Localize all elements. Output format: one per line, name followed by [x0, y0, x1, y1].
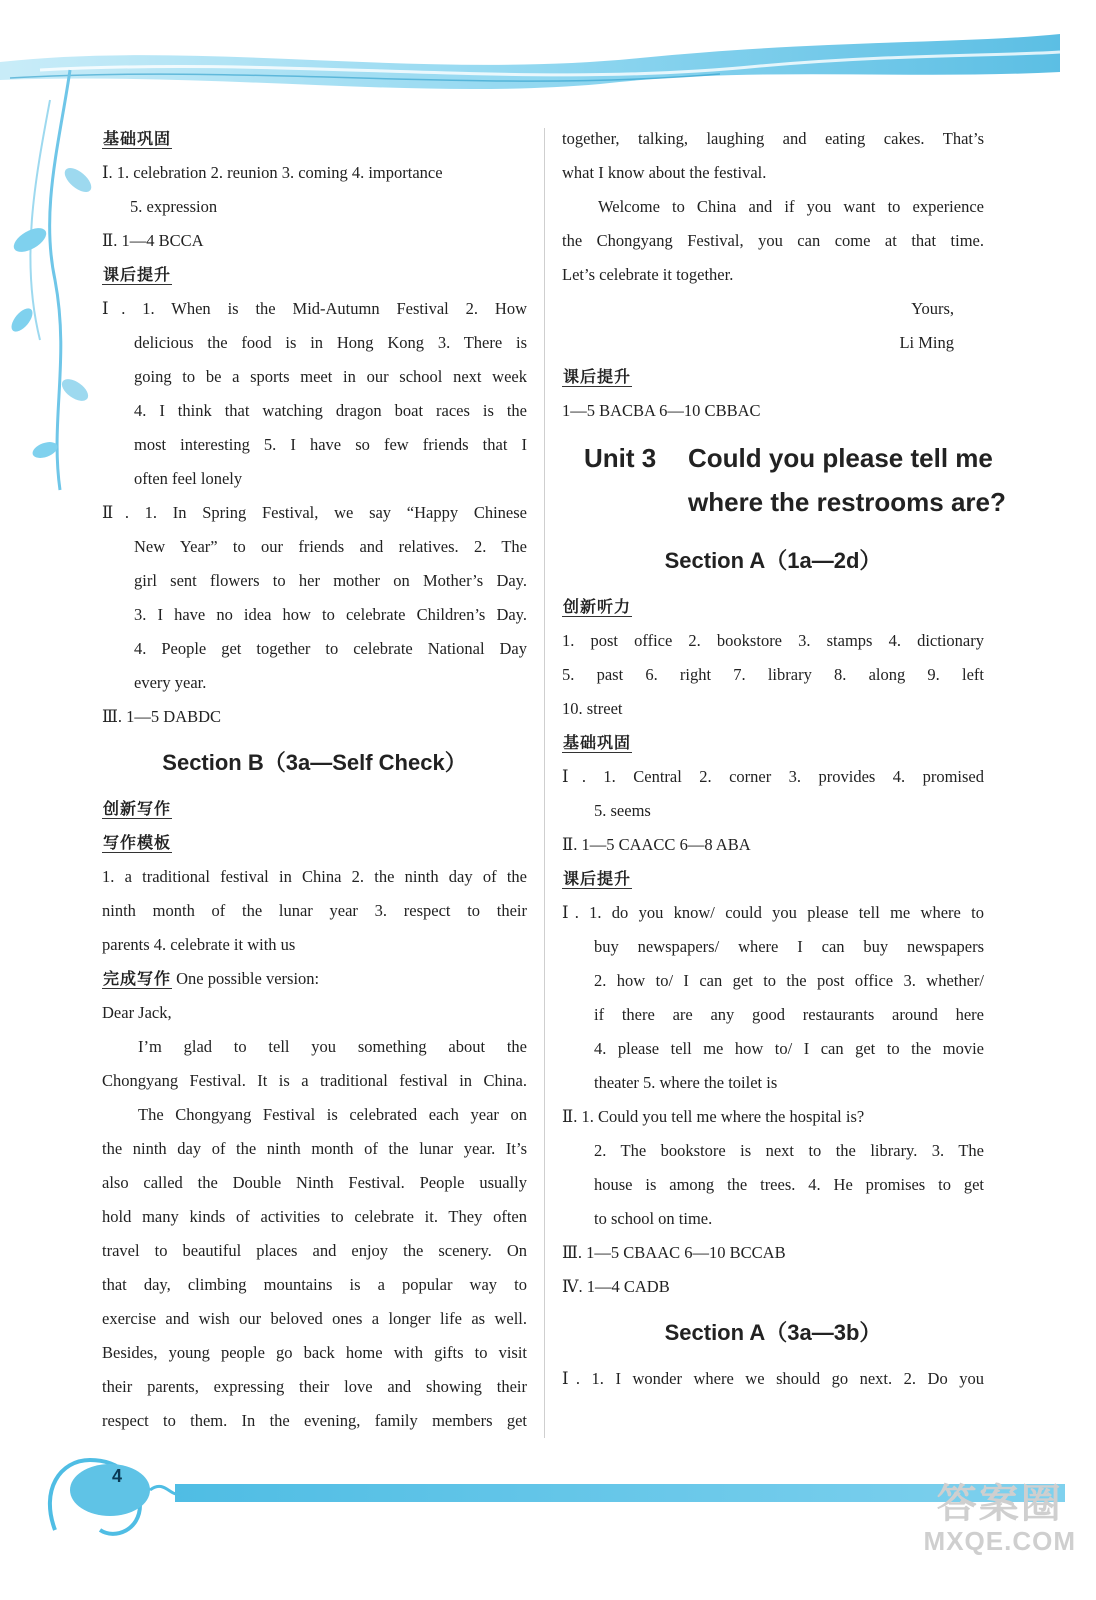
heading-kehou: 课后提升	[103, 265, 172, 284]
answer-line: every year.	[134, 673, 207, 692]
answer-line: Ⅱ. 1—5 CAACC 6—8 ABA	[562, 835, 751, 854]
watermark	[924, 1482, 1076, 1556]
page-number: 4	[112, 1466, 123, 1486]
wancheng-text: One possible version:	[172, 969, 320, 988]
left-column	[102, 122, 527, 1438]
answer-line: 10. street	[562, 699, 623, 718]
answer-line: Ⅱ. 1—4 BCCA	[102, 231, 204, 250]
unit-label: Unit 3	[584, 443, 657, 473]
right-column	[562, 122, 1006, 1396]
heading-kehou: 课后提升	[563, 869, 632, 888]
answer-line: Ⅱ. 1. Could you tell me where the hospital is?	[562, 1107, 865, 1126]
section-heading: Section A（3a—3b）	[664, 1320, 882, 1345]
letter-salutation: Dear Jack,	[102, 1003, 172, 1022]
answer-line: 4. please tell me how to/ I can get to the movie	[594, 1039, 984, 1058]
letter-line: The Chongyang Festival is celebrated each year on	[138, 1105, 527, 1124]
letter-closing: Yours,	[911, 299, 954, 318]
answer-line: if there are any good restaurants around here	[594, 1005, 984, 1024]
answer-line: 2. The bookstore is next to the library. 3. The	[594, 1141, 984, 1160]
letter-line: Besides, young people go back home with gifts to visit	[102, 1343, 527, 1362]
letter-line: travel to beautiful places and enjoy the scenery. On	[102, 1241, 527, 1260]
top-ribbon-decoration	[0, 0, 1096, 110]
heading-jichu: 基础巩固	[563, 733, 632, 752]
answer-line: 1. post office 2. bookstore 3. stamps 4. dictionary	[562, 631, 984, 650]
letter-line: Welcome to China and if you want to experience	[598, 197, 984, 216]
vine-leaf-decoration	[0, 60, 110, 500]
answer-line: buy newspapers/ where I can buy newspapers	[594, 937, 984, 956]
heading-wancheng: 完成写作	[103, 969, 172, 988]
answer-line: 4. I think that watching dragon boat races is the	[134, 401, 527, 420]
watermark-line1: 答案圈	[936, 1482, 1063, 1526]
heading-tingli: 创新听力	[563, 597, 632, 616]
letter-line: hold many kinds of activities to celebrate it. They often	[102, 1207, 527, 1226]
answer-line: parents 4. celebrate it with us	[102, 935, 296, 954]
answer-line: 4. People get together to celebrate National Day	[134, 639, 527, 658]
answer-line: Ⅰ. 1. I wonder where we should go next. 2. Do you	[562, 1369, 984, 1388]
letter-line: together, talking, laughing and eating cakes. That’s	[562, 129, 984, 148]
unit-title	[562, 436, 993, 480]
answer-line: New Year” to our friends and relatives. 2. The	[134, 537, 527, 556]
answer-line: to school on time.	[594, 1209, 713, 1228]
answer-line: Ⅲ. 1—5 DABDC	[102, 707, 222, 726]
heading-kehou: 课后提升	[563, 367, 632, 386]
watermark-line2: MXQE.COM	[923, 1526, 1076, 1556]
answer-line: 3. I have no idea how to celebrate Children’s Day.	[134, 605, 527, 624]
letter-line: respect to them. In the evening, family members get	[102, 1411, 527, 1430]
letter-line: Chongyang Festival. It is a traditional festival in China.	[102, 1071, 527, 1090]
letter-line: Let’s celebrate it together.	[562, 265, 734, 284]
answer-line: 5. seems	[594, 801, 651, 820]
answer-line: often feel lonely	[134, 469, 243, 488]
answer-line: Ⅱ. 1. In Spring Festival, we say “Happy Chinese	[102, 503, 527, 522]
answer-line: ninth month of the lunar year 3. respect to their	[102, 901, 527, 920]
unit-title-line2: where the restrooms are?	[688, 487, 1006, 517]
section-heading: Section B（3a—Self Check）	[162, 750, 467, 775]
heading-jichu: 基础巩固	[103, 129, 172, 148]
answer-line: 5. past 6. right 7. library 8. along 9. left	[562, 665, 984, 684]
answer-line: theater 5. where the toilet is	[594, 1073, 778, 1092]
answer-line: house is among the trees. 4. He promises to get	[594, 1175, 984, 1194]
letter-line: that day, climbing mountains is a popular way to	[102, 1275, 527, 1294]
answer-line: 1. a traditional festival in China 2. the ninth day of the	[102, 867, 527, 886]
letter-line: also called the Double Ninth Festival. People usually	[102, 1173, 527, 1192]
letter-line: the Chongyang Festival, you can come at that time.	[562, 231, 984, 250]
letter-line: their parents, expressing their love and showing their	[102, 1377, 527, 1396]
column-divider	[544, 128, 545, 1438]
heading-chuangxin: 创新写作	[103, 799, 172, 818]
answer-line: most interesting 5. I have so few friends that I	[134, 435, 527, 454]
answer-line: Ⅲ. 1—5 CBAAC 6—10 BCCAB	[562, 1243, 786, 1262]
answer-line: girl sent flowers to her mother on Mother’s Day.	[134, 571, 527, 590]
heading-moban: 写作模板	[103, 833, 172, 852]
answer-line	[102, 962, 527, 996]
answer-line: delicious the food is in Hong Kong 3. There is	[134, 333, 527, 352]
letter-line: exercise and wish our beloved ones a longer life as well.	[102, 1309, 527, 1328]
answer-line: 2. how to/ I can get to the post office 3. whether/	[594, 971, 984, 990]
unit-title-line1: Could you please tell me	[688, 443, 993, 473]
section-heading: Section A（1a—2d）	[664, 548, 882, 573]
answer-line: Ⅰ. 1. When is the Mid-Autumn Festival 2. How	[102, 299, 527, 318]
answer-line: 1—5 BACBA 6—10 CBBAC	[562, 401, 761, 420]
letter-signature: Li Ming	[899, 333, 954, 352]
answer-line: Ⅰ. 1. do you know/ could you please tell me where to	[562, 903, 984, 922]
letter-line: what I know about the festival.	[562, 163, 767, 182]
letter-line: I’m glad to tell you something about the	[138, 1037, 527, 1056]
answer-line: going to be a sports meet in our school next week	[134, 367, 527, 386]
answer-line: Ⅳ. 1—4 CADB	[562, 1277, 670, 1296]
letter-line: the ninth day of the ninth month of the lunar year. It’s	[102, 1139, 527, 1158]
answer-line: 5. expression	[130, 197, 218, 216]
answer-line: Ⅰ. 1. celebration 2. reunion 3. coming 4. importance	[102, 163, 443, 182]
answer-line: Ⅰ. 1. Central 2. corner 3. provides 4. promised	[562, 767, 984, 786]
